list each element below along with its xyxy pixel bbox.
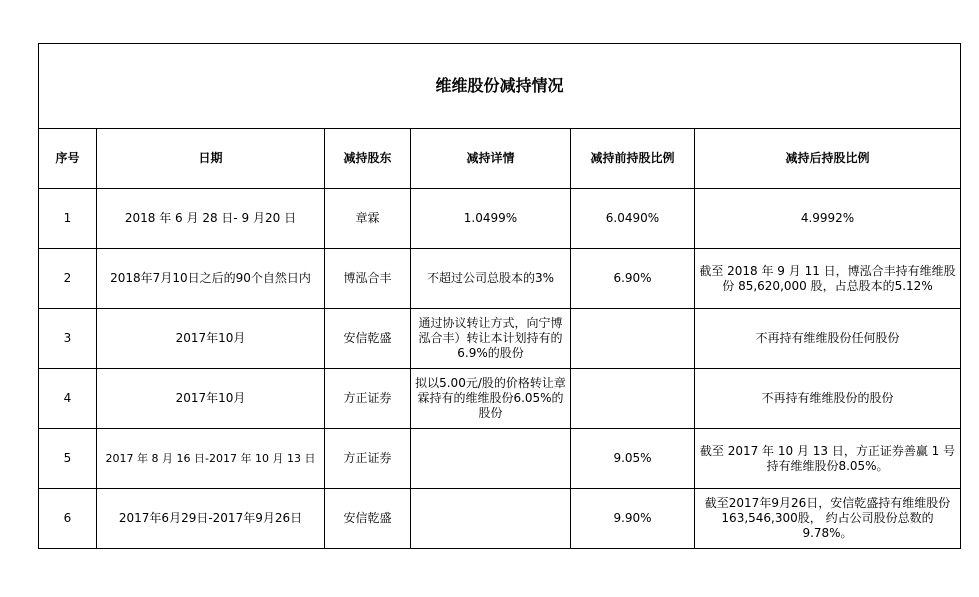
title-row (39, 44, 961, 129)
cell-date[interactable]: 2017年10月 (97, 369, 325, 429)
table-row (39, 429, 961, 489)
cell-before[interactable]: 6.90% (571, 249, 695, 309)
table-row (39, 249, 961, 309)
cell-holder[interactable]: 方正证券 (325, 429, 411, 489)
cell-after[interactable]: 截至2017年9月26日，安信乾盛持有维维股份163,546,300股， 约占公司股份总数的9.78%。 (695, 489, 961, 549)
header-after[interactable]: 减持后持股比例 (695, 129, 961, 189)
cell-holder[interactable]: 安信乾盛 (325, 489, 411, 549)
cell-detail[interactable] (411, 429, 571, 489)
header-date[interactable]: 日期 (97, 129, 325, 189)
cell-detail[interactable]: 拟以5.00元/股的价格转让章霖持有的维维股份6.05%的股份 (411, 369, 571, 429)
cell-before[interactable] (571, 369, 695, 429)
cell-detail[interactable] (411, 489, 571, 549)
cell-holder[interactable]: 安信乾盛 (325, 309, 411, 369)
cell-before[interactable]: 9.90% (571, 489, 695, 549)
cell-before[interactable]: 6.0490% (571, 189, 695, 249)
cell-after[interactable]: 截至 2017 年 10 月 13 日，方正证券善赢 1 号持有维维股份8.05%。 (695, 429, 961, 489)
cell-after[interactable]: 不再持有维维股份任何股份 (695, 309, 961, 369)
cell-date[interactable]: 2018 年 6 月 28 日- 9 月20 日 (97, 189, 325, 249)
cell-before[interactable]: 9.05% (571, 429, 695, 489)
cell-before[interactable] (571, 309, 695, 369)
header-detail[interactable]: 减持详情 (411, 129, 571, 189)
cell-holder[interactable]: 方正证券 (325, 369, 411, 429)
cell-date[interactable]: 2017年6月29日-2017年9月26日 (97, 489, 325, 549)
header-holder[interactable]: 减持股东 (325, 129, 411, 189)
table-row (39, 369, 961, 429)
cell-no[interactable]: 2 (39, 249, 97, 309)
cell-no[interactable]: 5 (39, 429, 97, 489)
spreadsheet (38, 43, 960, 549)
reduction-table (38, 43, 961, 549)
cell-after[interactable]: 4.9992% (695, 189, 961, 249)
header-before[interactable]: 减持前持股比例 (571, 129, 695, 189)
cell-no[interactable]: 6 (39, 489, 97, 549)
cell-after[interactable]: 不再持有维维股份的股份 (695, 369, 961, 429)
header-row (39, 129, 961, 189)
header-no[interactable]: 序号 (39, 129, 97, 189)
cell-detail[interactable]: 通过协议转让方式，向宁博泓合丰）转让本计划持有的6.9%的股份 (411, 309, 571, 369)
cell-date[interactable]: 2017年10月 (97, 309, 325, 369)
table-title[interactable]: 维维股份减持情况 (39, 44, 961, 129)
table-row (39, 489, 961, 549)
cell-date[interactable]: 2017 年 8 月 16 日-2017 年 10 月 13 日 (97, 429, 325, 489)
cell-holder[interactable]: 博泓合丰 (325, 249, 411, 309)
cell-holder[interactable]: 章霖 (325, 189, 411, 249)
table-row (39, 309, 961, 369)
cell-no[interactable]: 4 (39, 369, 97, 429)
cell-date[interactable]: 2018年7月10日之后的90个自然日内 (97, 249, 325, 309)
cell-after[interactable]: 截至 2018 年 9 月 11 日，博泓合丰持有维维股份 85,620,000 股，占总股本的5.12% (695, 249, 961, 309)
cell-no[interactable]: 1 (39, 189, 97, 249)
cell-detail[interactable]: 不超过公司总股本的3% (411, 249, 571, 309)
table-row (39, 189, 961, 249)
cell-detail[interactable]: 1.0499% (411, 189, 571, 249)
cell-no[interactable]: 3 (39, 309, 97, 369)
